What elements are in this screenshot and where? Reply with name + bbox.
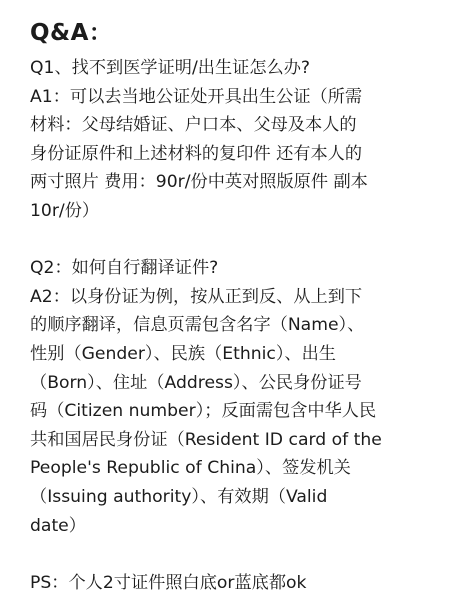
q1-answer-line: A1：可以去当地公证处开具出生公证（所需 [30,86,363,107]
q1-answer-line: 两寸照片 费用：90r/份中英对照版原件 副本 [30,172,368,193]
q2-answer-line: （Born）、住址（Address）、公民身份证号 [30,372,362,393]
q2-question: Q2：如何自行翻译证件? [30,258,219,279]
q2-answer-line: A2：以身份证为例，按从正到反、从上到下 [30,286,363,307]
q2-answer-line: 性别（Gender）、民族（Ethnic）、出生 [30,343,336,364]
page-title: Q&A： [30,20,113,46]
section-spacer [30,540,446,569]
q2-answer-line: 的顺序翻译，信息页需包含名字（Name）、 [30,315,365,336]
q2-answer-line: 码（Citizen number）；反面需包含中华人民 [30,401,377,422]
q2-answer-line: People's Republic of China）、签发机关 [30,458,351,479]
q2-answer-line: （Issuing authority）、有效期（Valid [30,486,328,507]
q1-answer-line: 10r/份） [30,200,100,221]
q1-answer-line: 身份证原件和上述材料的复印件 还有本人的 [30,143,363,164]
q2-section [30,254,446,540]
q2-answer-line: date） [30,515,86,536]
q1-section [30,54,446,226]
q1-question: Q1、找不到医学证明/出生证怎么办? [30,58,311,78]
section-spacer [30,226,446,255]
q1-answer-line: 材料：父母结婚证、户口本、父母及本人的 [30,115,357,136]
q2-answer-line: 共和国居民身份证（Resident ID card of the [30,429,382,450]
ps-note: PS：个人2寸证件照白底or蓝底都ok [30,572,307,593]
